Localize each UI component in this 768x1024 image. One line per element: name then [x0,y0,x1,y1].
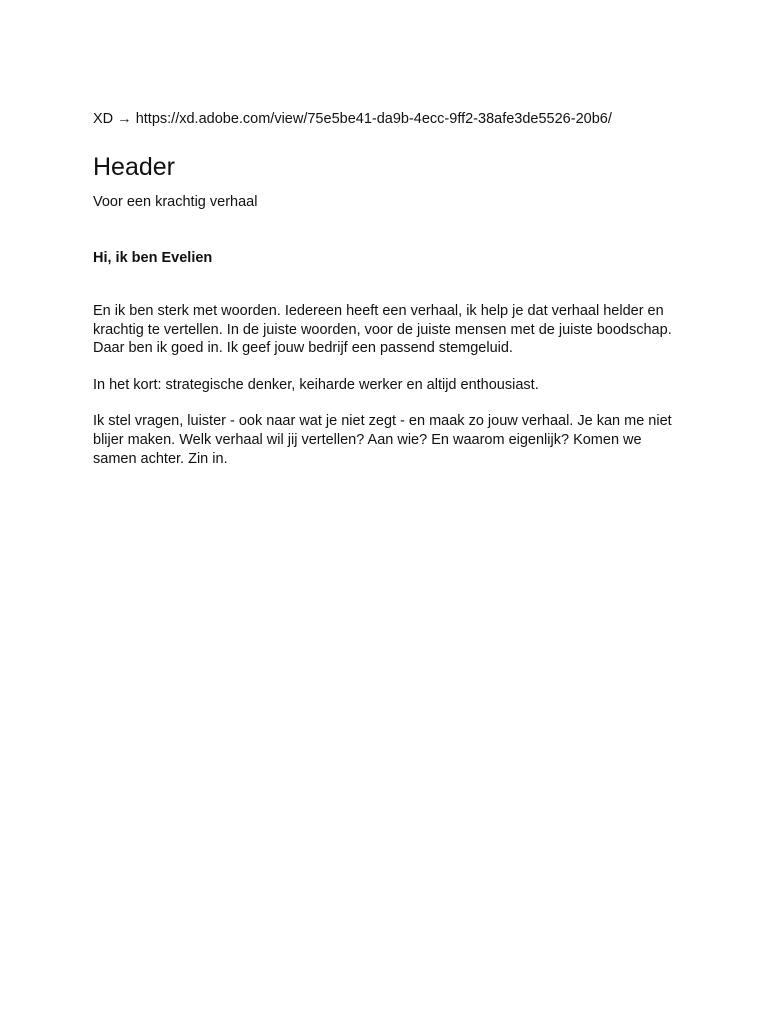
intro-paragraph: En ik ben sterk met woorden. Iedereen heeft een verhaal, ik help je dat verhaal helder en krachtig te vertellen. In de juiste woorden, voor de juiste mensen met de juiste boodschap. Daar ben ik goed in. Ik geef jouw bedrijf een passend stemgeluid. [93,303,672,357]
document-content [93,108,683,468]
greeting-heading: Hi, ik ben Evelien [93,250,213,266]
page-title: Header [93,153,175,181]
closing-paragraph: Ik stel vragen, luister - ook naar wat je niet zegt - en maak zo jouw verhaal. Je kan me niet blijer maken. Welk verhaal wil jij vertellen? Aan wie? En waarom eigenlijk? Komen we samen achter. Zin in. [93,413,672,467]
xd-link-line[interactable]: XD → https://xd.adobe.com/view/75e5be41-da9b-4ecc-9ff2-38afe3de5526-20b6/ [93,111,612,127]
subtitle: Voor een krachtig verhaal [93,194,258,210]
summary-paragraph: In het kort: strategische denker, keiharde werker en altijd enthousiast. [93,376,539,393]
